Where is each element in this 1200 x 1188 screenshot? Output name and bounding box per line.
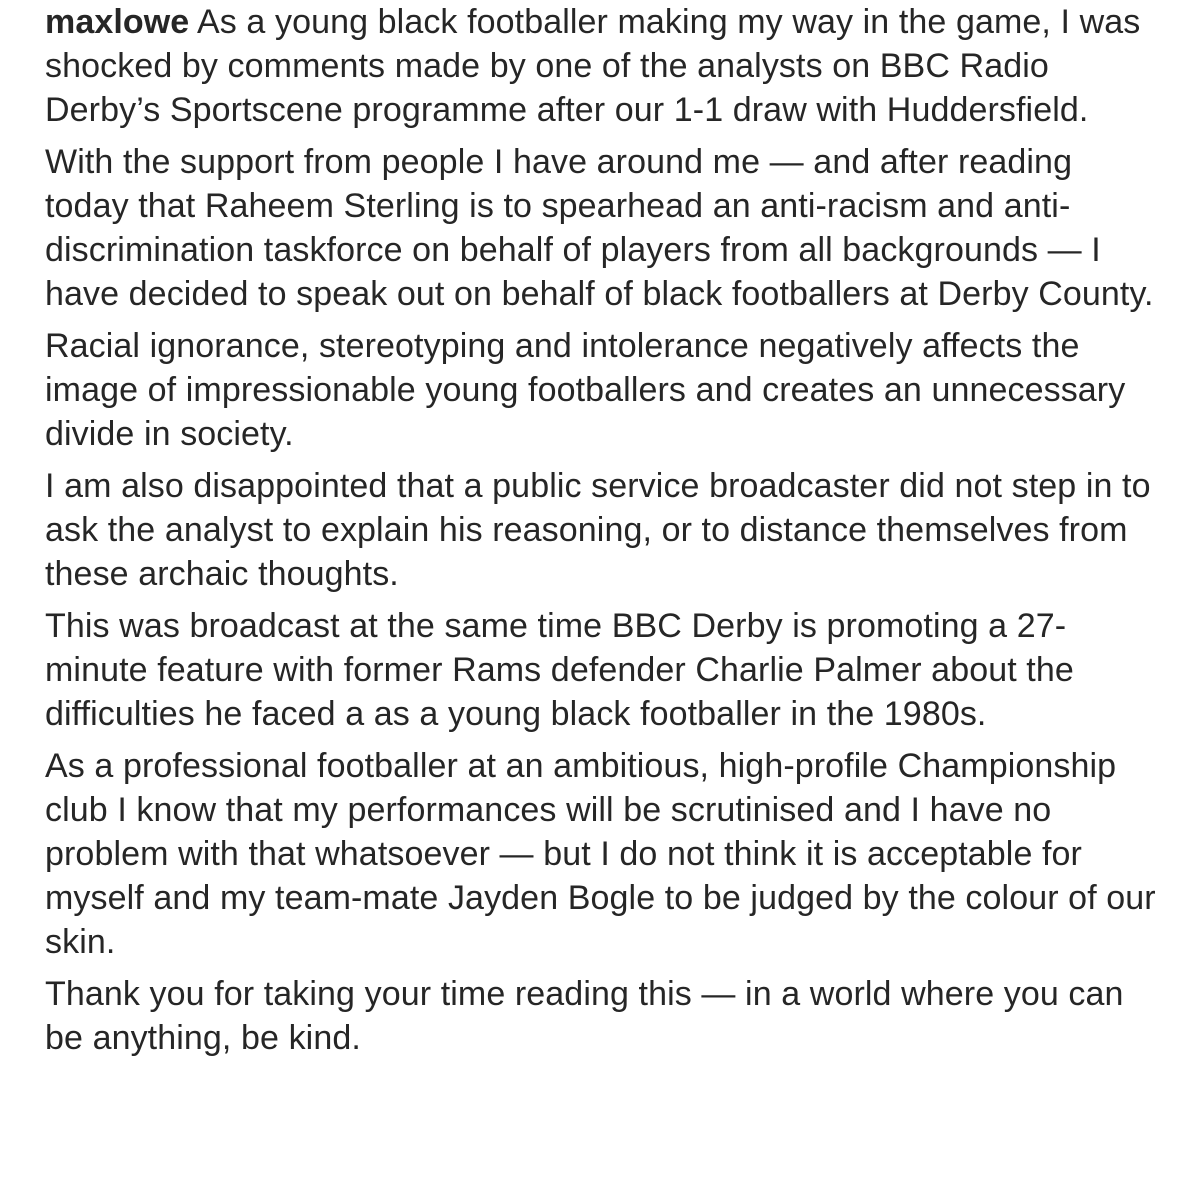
- caption-paragraph-5: This was broadcast at the same time BBC Derby is promoting a 27-minute feature with former Rams defender Charlie Palmer about the difficulties he faced a as a young black footballer in the 1980s.: [45, 607, 1074, 733]
- caption-paragraph-1: [45, 0, 1165, 132]
- username-link[interactable]: maxlowe: [45, 3, 190, 41]
- caption-paragraph-6: As a professional footballer at an ambitious, high-profile Championship club I know that my performances will be scrutinised and I have no problem with that whatsoever — but I do not think it is acceptable for myself and my team-mate Jayden Bogle to be judged by the colour of our skin.: [45, 747, 1156, 961]
- caption-text: As a young black footballer making my way in the game, I was shocked by comments made by one of the analysts on BBC Radio Derby’s Sportscene programme after our 1-1 draw with Huddersfield.: [45, 3, 1141, 129]
- post-caption: [45, 0, 1165, 1068]
- caption-paragraph-3: Racial ignorance, stereotyping and intolerance negatively affects the image of impressionable young footballers and creates an unnecessary divide in society.: [45, 327, 1126, 453]
- caption-paragraph-4: I am also disappointed that a public service broadcaster did not step in to ask the analyst to explain his reasoning, or to distance themselves from these archaic thoughts.: [45, 467, 1151, 593]
- caption-paragraph-7: Thank you for taking your time reading this — in a world where you can be anything, be kind.: [45, 975, 1124, 1057]
- caption-paragraph-2: With the support from people I have around me — and after reading today that Raheem Sterling is to spearhead an anti-racism and anti-discrimination taskforce on behalf of players from all backgrounds — I have decided to speak out on behalf of black footballers at Derby County.: [45, 143, 1154, 313]
